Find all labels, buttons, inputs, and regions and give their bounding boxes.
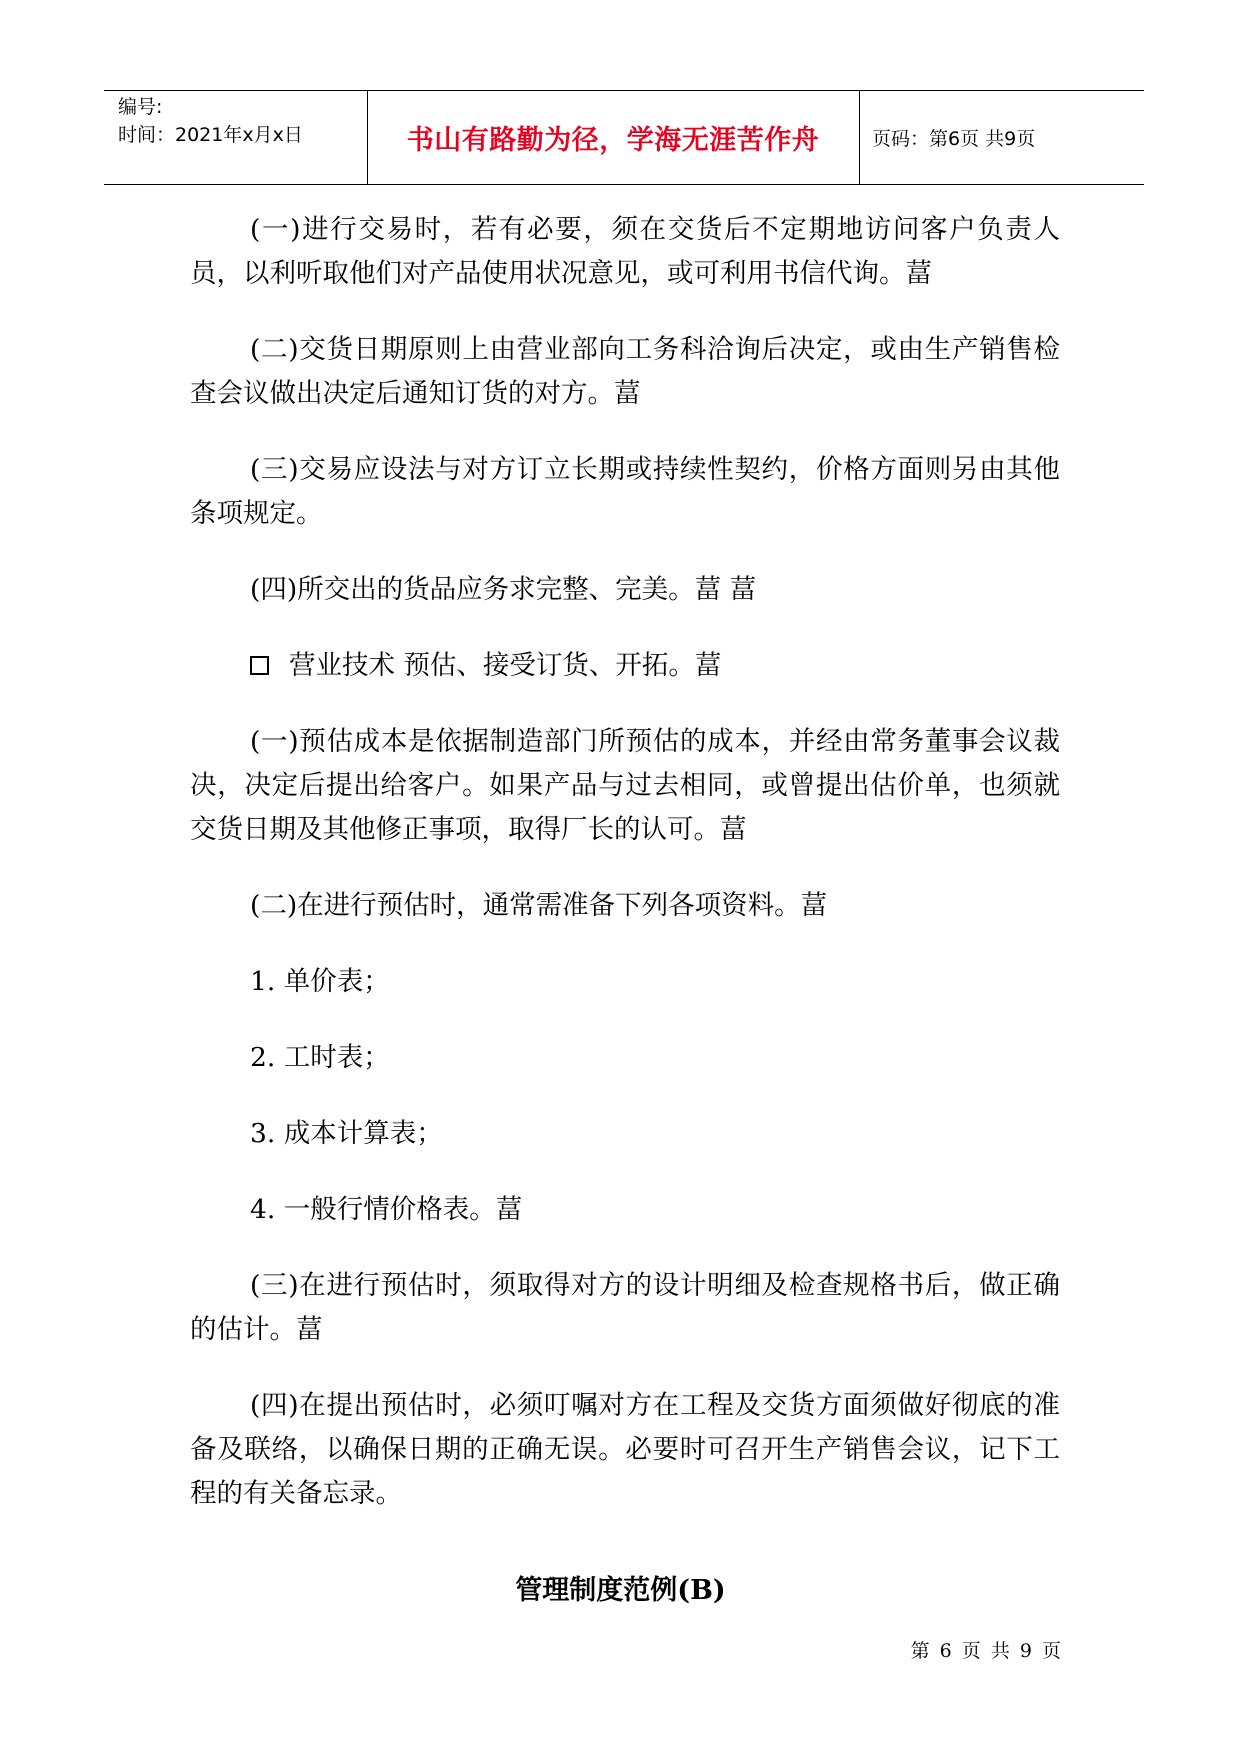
- list-item: 4. 一般行情价格表。葍: [250, 1194, 523, 1225]
- paragraph: (二)在进行预估时，通常需准备下列各项资料。葍: [250, 890, 828, 921]
- checkbox-icon: [250, 656, 269, 675]
- header-table: [104, 90, 1144, 185]
- body-text: [190, 208, 1060, 1548]
- paragraph: (二)交货日期原则上由营业部向工务科洽询后决定，或由生产销售检查会议做出决定后通知订货的对方。葍: [190, 334, 1060, 409]
- paragraph: (四)在提出预估时，必须叮嘱对方在工程及交货方面须做好彻底的准备及联络，以确保日期的正确无误。必要时可召开生产销售会议，记下工程的有关备忘录。: [190, 1390, 1060, 1509]
- header-motto: 书山有路勤为径，学海无涯苦作舟: [406, 125, 820, 156]
- checkbox-item-label: 营业技术 预估、接受订货、开拓。葍: [289, 650, 722, 681]
- header-divider: [859, 91, 860, 184]
- section-title: 管理制度范例(B): [515, 1575, 726, 1606]
- checkbox-item: [190, 644, 1060, 688]
- header-page-label: 页码：第6页 共9页: [872, 128, 1036, 150]
- serial-number-label: 编号:: [118, 96, 163, 118]
- paragraph: (三)交易应设法与对方订立长期或持续性契约，价格方面则另由其他条项规定。: [190, 454, 1060, 529]
- header-left-cell: [118, 93, 303, 149]
- list-item: 2. 工时表；: [250, 1042, 390, 1073]
- time-label: 时间：2021年x月x日: [118, 124, 303, 146]
- list-item: 1. 单价表；: [250, 966, 390, 997]
- paragraph: (一)进行交易时，若有必要，须在交货后不定期地访问客户负责人员，以利听取他们对产品使用状况意见，或可利用书信代询。葍: [190, 214, 1060, 289]
- paragraph: (四)所交出的货品应务求完整、完美。葍 葍: [250, 574, 757, 605]
- list-item: 3. 成本计算表；: [250, 1118, 443, 1149]
- page-footer: 第 6 页 共 9 页: [910, 1640, 1063, 1662]
- paragraph: (三)在进行预估时，须取得对方的设计明细及检查规格书后，做正确的估计。葍: [190, 1270, 1060, 1345]
- paragraph: (一)预估成本是依据制造部门所预估的成本，并经由常务董事会议裁决，决定后提出给客户。如果产品与过去相同，或曾提出估价单，也须就交货日期及其他修正事项，取得厂长的认可。葍: [190, 726, 1060, 845]
